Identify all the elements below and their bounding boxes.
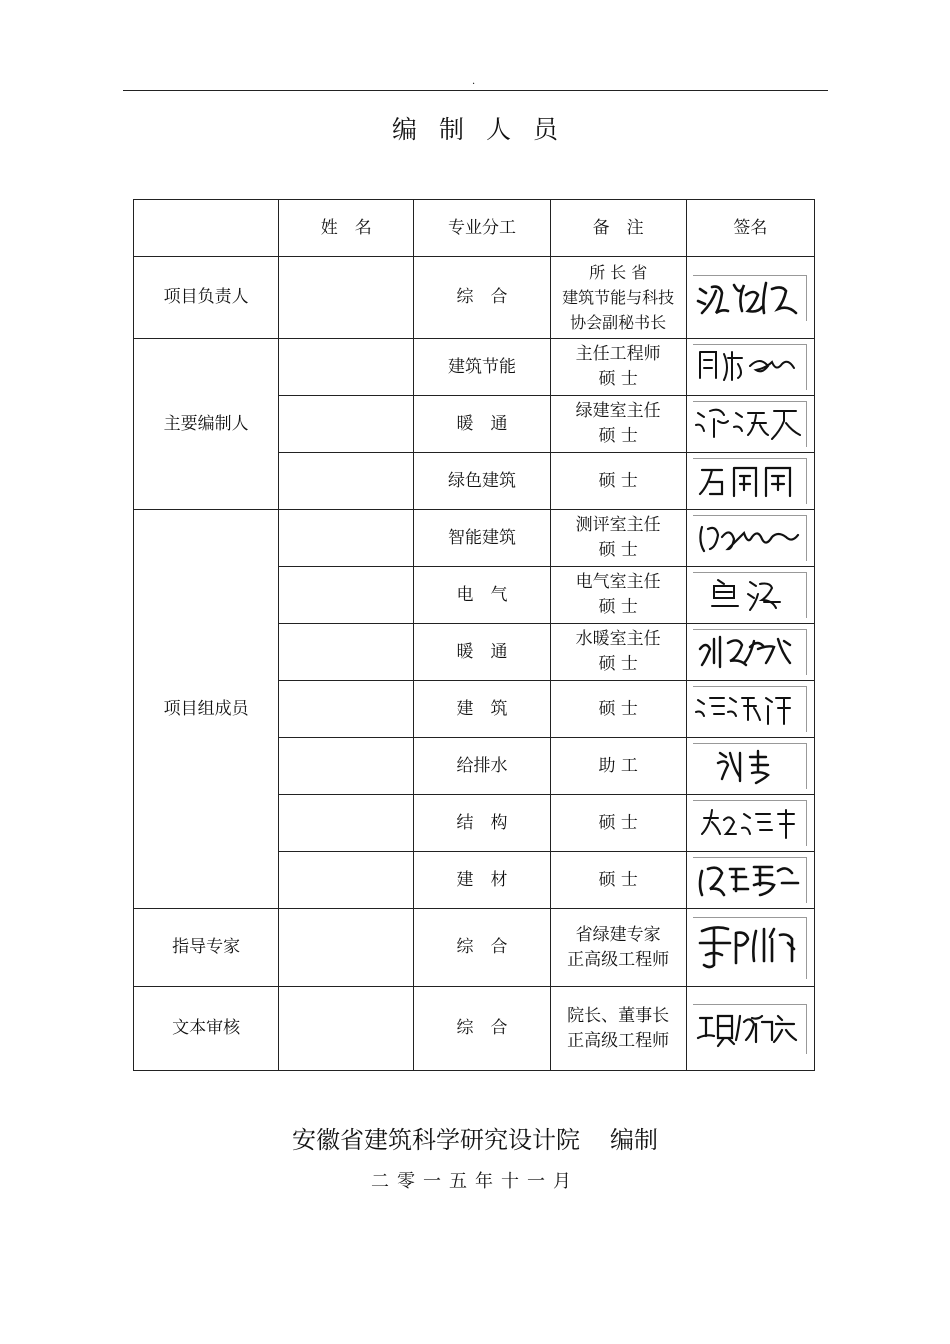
signature-handwriting-icon [694, 344, 806, 388]
signature-cell [686, 909, 814, 987]
note-cell [550, 852, 686, 909]
signature-handwriting-icon [694, 686, 806, 730]
note-cell [550, 795, 686, 852]
note-line: 正高级工程师 [567, 1030, 670, 1051]
signature-handwriting-icon [694, 572, 806, 616]
note-line: 硕 士 [598, 698, 638, 719]
name-cell [279, 510, 414, 567]
table-row [134, 510, 815, 567]
header-role [134, 200, 279, 257]
name-cell [279, 257, 414, 339]
signature-cell [686, 453, 814, 510]
note-cell [550, 510, 686, 567]
note-line: 硕 士 [598, 654, 638, 674]
header-name: 姓 名 [279, 200, 414, 257]
note-cell [550, 624, 686, 681]
signature-cell [686, 567, 814, 624]
signature-handwriting-icon [694, 857, 806, 901]
signature-cell [686, 987, 814, 1071]
header-note: 备 注 [550, 200, 686, 257]
name-cell [279, 567, 414, 624]
note-cell [550, 987, 686, 1071]
role-cell-review: 文本审核 [134, 987, 279, 1071]
name-cell [279, 339, 414, 396]
note-line: 省绿建专家 [575, 924, 661, 945]
role-cell-leader: 项目负责人 [134, 257, 279, 339]
signature-cell [686, 510, 814, 567]
note-line: 硕 士 [598, 597, 638, 617]
table-row [134, 339, 815, 396]
note-line: 测评室主任 [575, 515, 661, 535]
major-cell: 建 筑 [414, 681, 550, 738]
org-name: 安徽省建筑科学研究设计院 [292, 1126, 580, 1154]
name-cell [279, 738, 414, 795]
major-cell: 绿色建筑 [414, 453, 550, 510]
signature-image [693, 515, 807, 561]
name-cell [279, 987, 414, 1071]
signature-cell [686, 795, 814, 852]
signature-handwriting-icon [694, 743, 806, 787]
signature-handwriting-icon [694, 515, 806, 559]
signature-handwriting-icon [694, 629, 806, 673]
major-cell: 暖 通 [414, 396, 550, 453]
signature-image [693, 917, 807, 979]
role-cell-main: 主要编制人 [134, 339, 279, 510]
header-major: 专业分工 [414, 200, 550, 257]
signature-cell [686, 852, 814, 909]
note-line: 水暖室主任 [575, 629, 661, 649]
name-cell [279, 396, 414, 453]
note-line: 硕 士 [598, 470, 638, 491]
signature-cell [686, 257, 814, 339]
note-cell [550, 257, 686, 339]
role-cell-members: 项目组成员 [134, 510, 279, 909]
name-cell [279, 453, 414, 510]
major-cell: 暖 通 [414, 624, 550, 681]
note-line: 助 工 [598, 755, 638, 776]
note-cell [550, 339, 686, 396]
signature-cell [686, 396, 814, 453]
signature-image [693, 458, 807, 504]
header-rule [123, 90, 828, 91]
note-cell [550, 453, 686, 510]
name-cell [279, 681, 414, 738]
signature-image [693, 629, 807, 675]
major-cell: 结 构 [414, 795, 550, 852]
signature-image [693, 1004, 807, 1054]
note-cell [550, 909, 686, 987]
signature-cell [686, 681, 814, 738]
major-cell: 电 气 [414, 567, 550, 624]
signature-image [693, 743, 807, 789]
note-line: 协会副秘书长 [570, 313, 667, 332]
note-line: 硕 士 [598, 540, 638, 560]
signature-cell [686, 624, 814, 681]
signature-image [693, 686, 807, 732]
role-cell-expert: 指导专家 [134, 909, 279, 987]
header-sign: 签名 [686, 200, 814, 257]
signature-handwriting-icon [694, 917, 806, 977]
signature-image [693, 401, 807, 447]
note-line: 硕 士 [598, 869, 638, 890]
note-line: 硕 士 [598, 812, 638, 833]
signature-cell [686, 738, 814, 795]
table-row [134, 909, 815, 987]
signature-handwriting-icon [694, 401, 806, 445]
note-line: 硕 士 [598, 369, 638, 389]
major-cell: 智能建筑 [414, 510, 550, 567]
note-cell [550, 681, 686, 738]
table-header-row [134, 200, 815, 257]
major-cell: 综 合 [414, 987, 550, 1071]
table-row [134, 257, 815, 339]
note-line: 电气室主任 [575, 572, 661, 592]
note-cell [550, 738, 686, 795]
note-line: 主任工程师 [575, 344, 661, 364]
major-cell: 综 合 [414, 257, 550, 339]
note-line: 正高级工程师 [567, 949, 670, 970]
header-dot: . [472, 76, 476, 87]
signature-image [693, 572, 807, 618]
signature-handwriting-icon [694, 800, 806, 844]
note-line: 院长、董事长 [567, 1005, 670, 1026]
note-line: 建筑节能与科技 [562, 288, 675, 307]
major-cell: 建筑节能 [414, 339, 550, 396]
signature-image [693, 857, 807, 903]
name-cell [279, 852, 414, 909]
name-cell [279, 624, 414, 681]
footer-date: 二零一五年十一月 [371, 1171, 579, 1192]
major-cell: 给排水 [414, 738, 550, 795]
org-suffix: 编制 [610, 1126, 658, 1154]
note-cell [550, 567, 686, 624]
major-cell: 综 合 [414, 909, 550, 987]
name-cell [279, 909, 414, 987]
note-line: 硕 士 [598, 426, 638, 446]
table-row [134, 987, 815, 1071]
major-cell: 建 材 [414, 852, 550, 909]
signature-image [693, 800, 807, 846]
staff-table [133, 199, 815, 1071]
note-line: 所 长 省 [589, 263, 648, 282]
signature-handwriting-icon [694, 1004, 806, 1052]
signature-handwriting-icon [694, 458, 806, 502]
signature-cell [686, 339, 814, 396]
signature-image [693, 275, 807, 321]
signature-image [693, 344, 807, 390]
page-title: 编制人员 [391, 115, 580, 144]
note-line: 绿建室主任 [575, 401, 661, 421]
name-cell [279, 795, 414, 852]
note-cell [550, 396, 686, 453]
footer-org [0, 1120, 950, 1155]
signature-handwriting-icon [694, 275, 806, 319]
